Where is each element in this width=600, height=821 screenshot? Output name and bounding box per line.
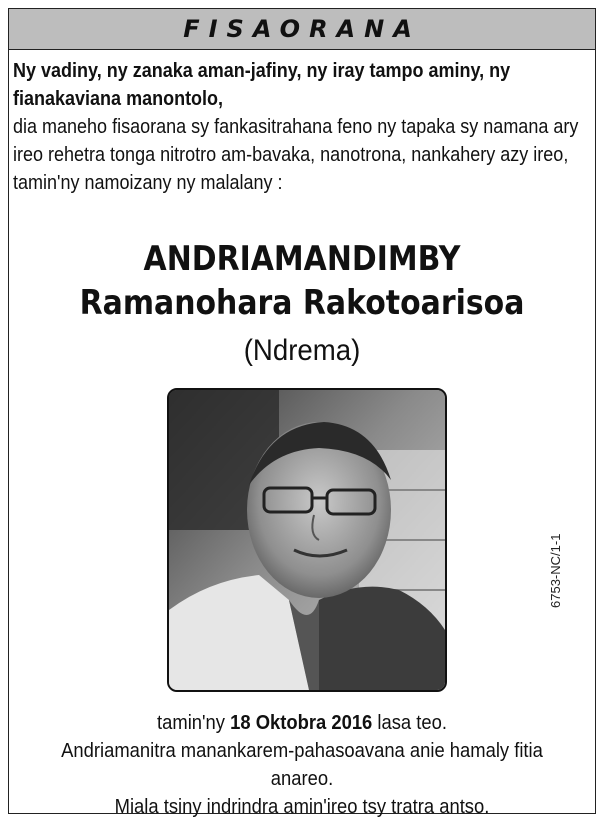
- portrait-photo: [167, 388, 447, 692]
- apology-line: Miala tsiny indrindra amin'ireo tsy tratra antso.: [114, 796, 490, 818]
- notice-frame: [8, 8, 596, 818]
- closing-text: [9, 709, 595, 821]
- deceased-surname: ANDRIAMANDIMBY: [143, 239, 461, 279]
- deceased-nickname: (Ndrema): [243, 334, 361, 367]
- date-line: [32, 709, 571, 737]
- reference-code: 6753-NC/1-1: [548, 533, 563, 608]
- deceased-given-names: Ramanohara Rakotoarisoa: [79, 283, 525, 323]
- banner: [9, 9, 595, 50]
- portrait-image: [169, 390, 445, 690]
- name-block: [9, 237, 595, 371]
- date-prefix: tamin'ny: [157, 712, 225, 734]
- blessing-line: Andriamanitra manankarem-pahasoavana anie hamaly fitia anareo.: [61, 740, 543, 790]
- intro-text: [13, 57, 589, 197]
- intro-bold-line: Ny vadiny, ny zanaka aman-jafiny, ny iray tampo aminy, ny fianakaviana manontolo,: [13, 60, 511, 110]
- intro-body-line: dia maneho fisaorana sy fankasitrahana feno ny tapaka sy namana ary ireo rehetra tonga nitrotro am-bavaka, nanotrona, nankahery azy ireo, tamin'ny namoizany ny malalany :: [13, 116, 579, 194]
- date-suffix: lasa teo.: [377, 712, 447, 734]
- date-value: 18 Oktobra 2016: [230, 712, 373, 734]
- banner-title: FISAORANA: [183, 15, 421, 43]
